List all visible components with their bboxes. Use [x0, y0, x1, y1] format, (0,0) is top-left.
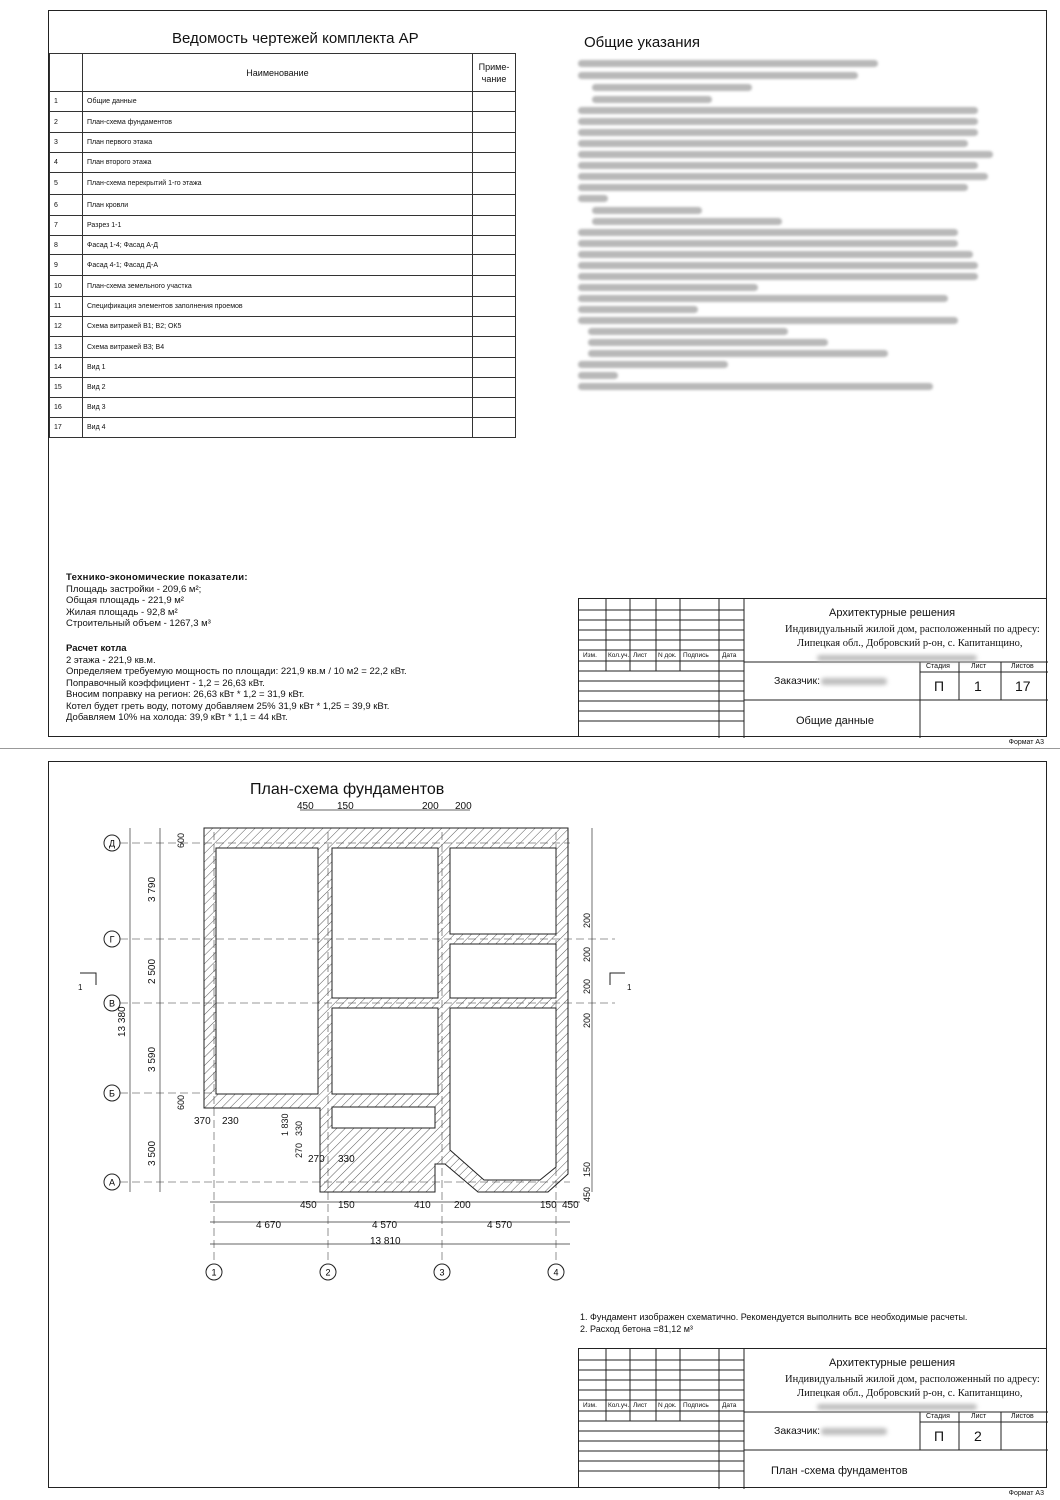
technical-indicators [66, 572, 248, 630]
axis-letter: В [108, 998, 116, 1009]
row-number: 9 [50, 255, 83, 276]
dimension-text: 13 380 [117, 1006, 128, 1037]
drawings-row [50, 297, 516, 317]
boiler-calculation [66, 643, 407, 724]
customer-label: Заказчик: [774, 675, 821, 687]
format-label: Формат А3 [1008, 739, 1044, 746]
row-name: Спецификация элементов заполнения проемов [83, 297, 473, 317]
boiler-line: Добавляем 10% на холода: 39,9 кВт * 1,1 = 44 кВт. [66, 712, 288, 723]
row-note [473, 337, 516, 358]
row-number: 12 [50, 317, 83, 337]
drawings-row [50, 195, 516, 216]
row-name: План второго этажа [83, 153, 473, 173]
dimension-text: 200 [582, 946, 592, 962]
sheet-separator [0, 748, 1060, 749]
customer-redacted [821, 1428, 887, 1435]
foundation-plan-drawing [0, 752, 700, 1312]
stamp-col-header: Лист [633, 652, 648, 659]
axis-letter: Г [109, 934, 115, 945]
row-name: План-схема фундаментов [83, 112, 473, 133]
address-line1: Индивидуальный жилой дом, расположенный по адресу: [785, 624, 1040, 635]
axis-letter: Б [109, 1088, 115, 1099]
row-note [473, 236, 516, 255]
row-number: 15 [50, 378, 83, 398]
row-number: 17 [50, 418, 83, 438]
plan-title: План-схема фундаментов [250, 781, 445, 798]
row-name: Вид 2 [83, 378, 473, 398]
row-name: План первого этажа [83, 133, 473, 153]
sheets-value: 17 [1015, 678, 1031, 694]
row-name: Фасад 1-4; Фасад А-Д [83, 236, 473, 255]
foundation-walls [204, 828, 568, 1192]
stamp-col-header: N док. [658, 652, 677, 659]
axis-bubbles [104, 832, 564, 1280]
dimension-text: 150 [540, 1200, 557, 1211]
row-name: Фасад 4-1; Фасад Д-А [83, 255, 473, 276]
dimension-text: 1 [627, 983, 632, 992]
dimension-text: 330 [294, 1120, 304, 1136]
row-number: 6 [50, 195, 83, 216]
drawings-row [50, 255, 516, 276]
row-number: 16 [50, 398, 83, 418]
address-line1: Индивидуальный жилой дом, расположенный по адресу: [785, 1374, 1040, 1385]
address-line2: Липецкая обл., Добровский р-он, с. Капитанщино, [797, 638, 1023, 649]
general-notes-blurred [578, 60, 1038, 400]
drawings-row [50, 398, 516, 418]
dimension-text: 150 [338, 1200, 355, 1211]
drawings-row [50, 358, 516, 378]
dimension-text: 200 [582, 912, 592, 928]
row-note [473, 358, 516, 378]
stamp-col-header: Лист [633, 1402, 648, 1409]
stamp-col-header: Изм. [583, 652, 597, 659]
plan-notes [580, 1312, 967, 1335]
dimension-text: 600 [176, 832, 186, 848]
drawings-list-table [49, 53, 516, 438]
row-name: Разрез 1-1 [83, 216, 473, 236]
sheets-label: Листов [1011, 663, 1034, 670]
row-note [473, 92, 516, 112]
drawings-row [50, 317, 516, 337]
row-number: 11 [50, 297, 83, 317]
drawings-row [50, 153, 516, 173]
row-name: План-схема земельного участка [83, 276, 473, 297]
sheets-label: Листов [1011, 1413, 1034, 1420]
dimension-text: 230 [222, 1116, 239, 1127]
stage-value: П [934, 1428, 945, 1444]
dimension-text: 4 570 [487, 1220, 513, 1231]
stamp-col-header: Дата [722, 652, 737, 659]
customer-label: Заказчик: [774, 1425, 821, 1437]
stamp-col-header: Подпись [683, 652, 709, 659]
row-name: План-схема перекрытий 1-го этажа [83, 173, 473, 195]
row-number: 8 [50, 236, 83, 255]
stamp-col-header: Дата [722, 1402, 737, 1409]
row-number: 4 [50, 153, 83, 173]
stamp-col-header: Кол.уч. [608, 1402, 630, 1409]
row-name: Схема витражей В3; В4 [83, 337, 473, 358]
dimension-text: 3 790 [147, 876, 158, 902]
boiler-line: 2 этажа - 221,9 кв.м. [66, 654, 156, 666]
dimension-text: 450 [297, 801, 314, 812]
row-name: Вид 4 [83, 418, 473, 438]
dimension-text: 4 570 [372, 1220, 398, 1231]
row-note [473, 195, 516, 216]
sheet-title: Общие данные [796, 715, 874, 727]
dimension-text: 4 670 [256, 1220, 282, 1231]
row-note [473, 112, 516, 133]
row-name: План кровли [83, 195, 473, 216]
project-type: Архитектурные решения [829, 607, 956, 619]
stamp-col-header: Изм. [583, 1402, 597, 1409]
dimension-text: 3 500 [147, 1140, 158, 1166]
axis-number: 2 [325, 1267, 331, 1278]
row-name: Общие данные [83, 92, 473, 112]
sheet-label: Лист [971, 663, 987, 670]
row-note [473, 133, 516, 153]
boiler-line: Поправочный коэффициент - 1,2 = 26,63 кВт. [66, 677, 265, 689]
dimension-text: 370 [194, 1116, 211, 1127]
sheet-title: План -схема фундаментов [771, 1465, 908, 1477]
row-note [473, 418, 516, 438]
drawings-row [50, 92, 516, 112]
stamp-col-header: Подпись [683, 1402, 709, 1409]
format-label: Формат А3 [1008, 1490, 1044, 1497]
row-note [473, 153, 516, 173]
row-note [473, 317, 516, 337]
dimension-text: 1 [78, 983, 83, 992]
sheet-foundation-plan [0, 752, 1060, 1500]
drawings-row [50, 236, 516, 255]
drawings-row [50, 112, 516, 133]
dimension-text: 200 [582, 1012, 592, 1028]
row-number: 5 [50, 173, 83, 195]
tep-line: Строительный объем - 1267,3 м³ [66, 618, 211, 629]
address-line3-redacted [817, 1404, 977, 1410]
drawings-list-title: Ведомость чертежей комплекта АР [172, 30, 419, 47]
boiler-line: Определяем требуемую мощность по площади: 221,9 кв.м / 10 м2 = 22,2 кВт. [66, 666, 407, 677]
drawings-row [50, 378, 516, 398]
dimension-text: 450 [562, 1200, 579, 1211]
dimension-text: 330 [338, 1154, 355, 1165]
dimension-text: 13 810 [370, 1236, 401, 1247]
section-marks [80, 973, 625, 985]
address-line3-redacted [817, 655, 977, 661]
row-name: Вид 3 [83, 398, 473, 418]
drawings-row [50, 216, 516, 236]
boiler-line: Вносим поправку на регион: 26,63 кВт * 1,2 = 31,9 кВт. [66, 689, 305, 700]
drawings-row [50, 276, 516, 297]
sheet-value: 2 [974, 1428, 982, 1444]
general-notes-title: Общие указания [584, 34, 701, 51]
col-name-header: Наименование [83, 54, 473, 92]
drawings-row [50, 173, 516, 195]
drawings-row [50, 133, 516, 153]
sheet-value: 1 [974, 678, 982, 694]
dimension-text: 150 [582, 1161, 592, 1177]
dimension-text: 200 [455, 801, 472, 812]
axis-letter: А [108, 1177, 116, 1188]
tep-heading: Технико-экономические показатели: [66, 572, 248, 583]
row-note [473, 255, 516, 276]
row-note [473, 276, 516, 297]
plan-note-2: 2. Расход бетона =81,12 м³ [580, 1323, 693, 1334]
sheet-general-data [0, 0, 1060, 748]
row-note [473, 378, 516, 398]
title-block [578, 598, 1047, 737]
stage-value: П [934, 678, 945, 694]
drawings-row [50, 337, 516, 358]
dimension-text: 2 500 [147, 958, 158, 984]
stage-label: Стадия [926, 1413, 950, 1420]
dimension-text: 1 830 [280, 1113, 290, 1136]
row-note [473, 216, 516, 236]
row-number: 14 [50, 358, 83, 378]
row-name: Вид 1 [83, 358, 473, 378]
boiler-heading: Расчет котла [66, 643, 127, 654]
stamp-col-header: Кол.уч. [608, 652, 630, 659]
dimension-text: 270 [294, 1142, 304, 1158]
tep-line: Площадь застройки - 209,6 м²; [66, 583, 202, 595]
drawings-row [50, 418, 516, 438]
col-note-header: Приме- чание [473, 54, 516, 92]
dimension-text: 270 [308, 1154, 325, 1165]
axis-number: 1 [211, 1267, 217, 1278]
tep-line: Жилая площадь - 92,8 м² [66, 606, 178, 618]
boiler-line: Котел будет греть воду, потому добавляем 25% 31,9 кВт * 1,25 = 39,9 кВт. [66, 700, 390, 712]
tep-line: Общая площадь - 221,9 м² [66, 595, 184, 606]
row-number: 2 [50, 112, 83, 133]
axis-number: 3 [439, 1267, 445, 1278]
dimension-text: 200 [454, 1200, 471, 1211]
dimension-text: 600 [176, 1094, 186, 1110]
title-block [578, 1348, 1047, 1488]
stage-label: Стадия [926, 663, 950, 670]
dimension-text: 450 [300, 1200, 317, 1211]
row-note [473, 398, 516, 418]
row-note [473, 297, 516, 317]
sheet-label: Лист [971, 1413, 987, 1420]
stamp-col-header: N док. [658, 1402, 677, 1409]
row-number: 13 [50, 337, 83, 358]
axis-letter: Д [108, 838, 116, 849]
axis-number: 4 [553, 1267, 559, 1278]
row-number: 3 [50, 133, 83, 153]
dimension-text: 150 [337, 801, 354, 812]
dimension-text: 200 [422, 801, 439, 812]
row-number: 1 [50, 92, 83, 112]
row-note [473, 173, 516, 195]
customer-redacted [821, 678, 887, 685]
row-number: 10 [50, 276, 83, 297]
address-line2: Липецкая обл., Добровский р-он, с. Капитанщино, [797, 1388, 1023, 1399]
row-number: 7 [50, 216, 83, 236]
dimension-text: 3 590 [147, 1046, 158, 1072]
plan-note-1: 1. Фундамент изображен схематично. Рекомендуется выполнить все необходимые расчеты. [580, 1312, 968, 1322]
row-name: Схема витражей В1; В2; ОК5 [83, 317, 473, 337]
project-type: Архитектурные решения [829, 1357, 956, 1369]
dimension-text: 200 [582, 978, 592, 994]
dimension-text: 410 [414, 1200, 431, 1211]
dimension-text: 450 [582, 1186, 592, 1202]
